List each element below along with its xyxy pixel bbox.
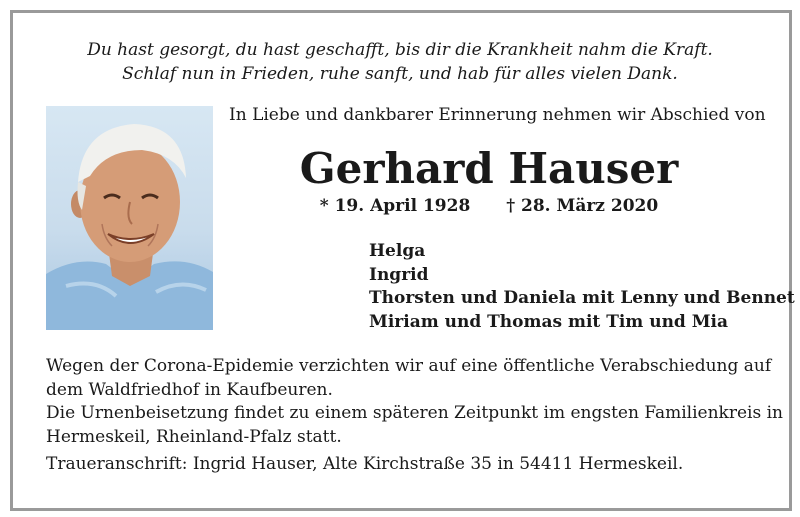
birth-date: * 19. April 1928: [319, 196, 471, 216]
notice-line: Wegen der Corona-Epidemie verzichten wir auf eine öffentliche Verabschiedung auf: [46, 356, 772, 376]
portrait-photo: [46, 106, 213, 330]
poem: [0, 38, 800, 86]
poem-line-2: Schlaf nun in Frieden, ruhe sanft, und hab für alles vielen Dank.: [122, 64, 678, 84]
death-date: † 28. März 2020: [506, 196, 659, 216]
mourning-address: Traueranschrift: Ingrid Hauser, Alte Kirchstraße 35 in 54411 Hermeskeil.: [46, 454, 684, 474]
life-dates: [229, 193, 749, 219]
funeral-notice: [46, 355, 783, 449]
mourner-item: Miriam und Thomas mit Tim und Mia: [369, 311, 729, 332]
mourners-list: [369, 240, 795, 334]
notice-line: Die Urnenbeisetzung findet zu einem späteren Zeitpunkt im engsten Familienkreis in: [46, 403, 783, 423]
mourner-item: Ingrid: [369, 264, 429, 285]
poem-line-1: Du hast gesorgt, du hast geschafft, bis dir die Krankheit nahm die Kraft.: [87, 40, 713, 60]
notice-line: Hermeskeil, Rheinland-Pfalz statt.: [46, 426, 342, 447]
mourner-item: Thorsten und Daniela mit Lenny und Bennet: [369, 288, 795, 308]
deceased-name: Gerhard Hauser: [299, 144, 679, 193]
intro-text: In Liebe und dankbarer Erinnerung nehmen wir Abschied von: [229, 105, 766, 125]
portrait-illustration: [46, 106, 213, 330]
notice-line: dem Waldfriedhof in Kaufbeuren.: [46, 379, 333, 400]
mourner-item: Helga: [369, 241, 426, 261]
